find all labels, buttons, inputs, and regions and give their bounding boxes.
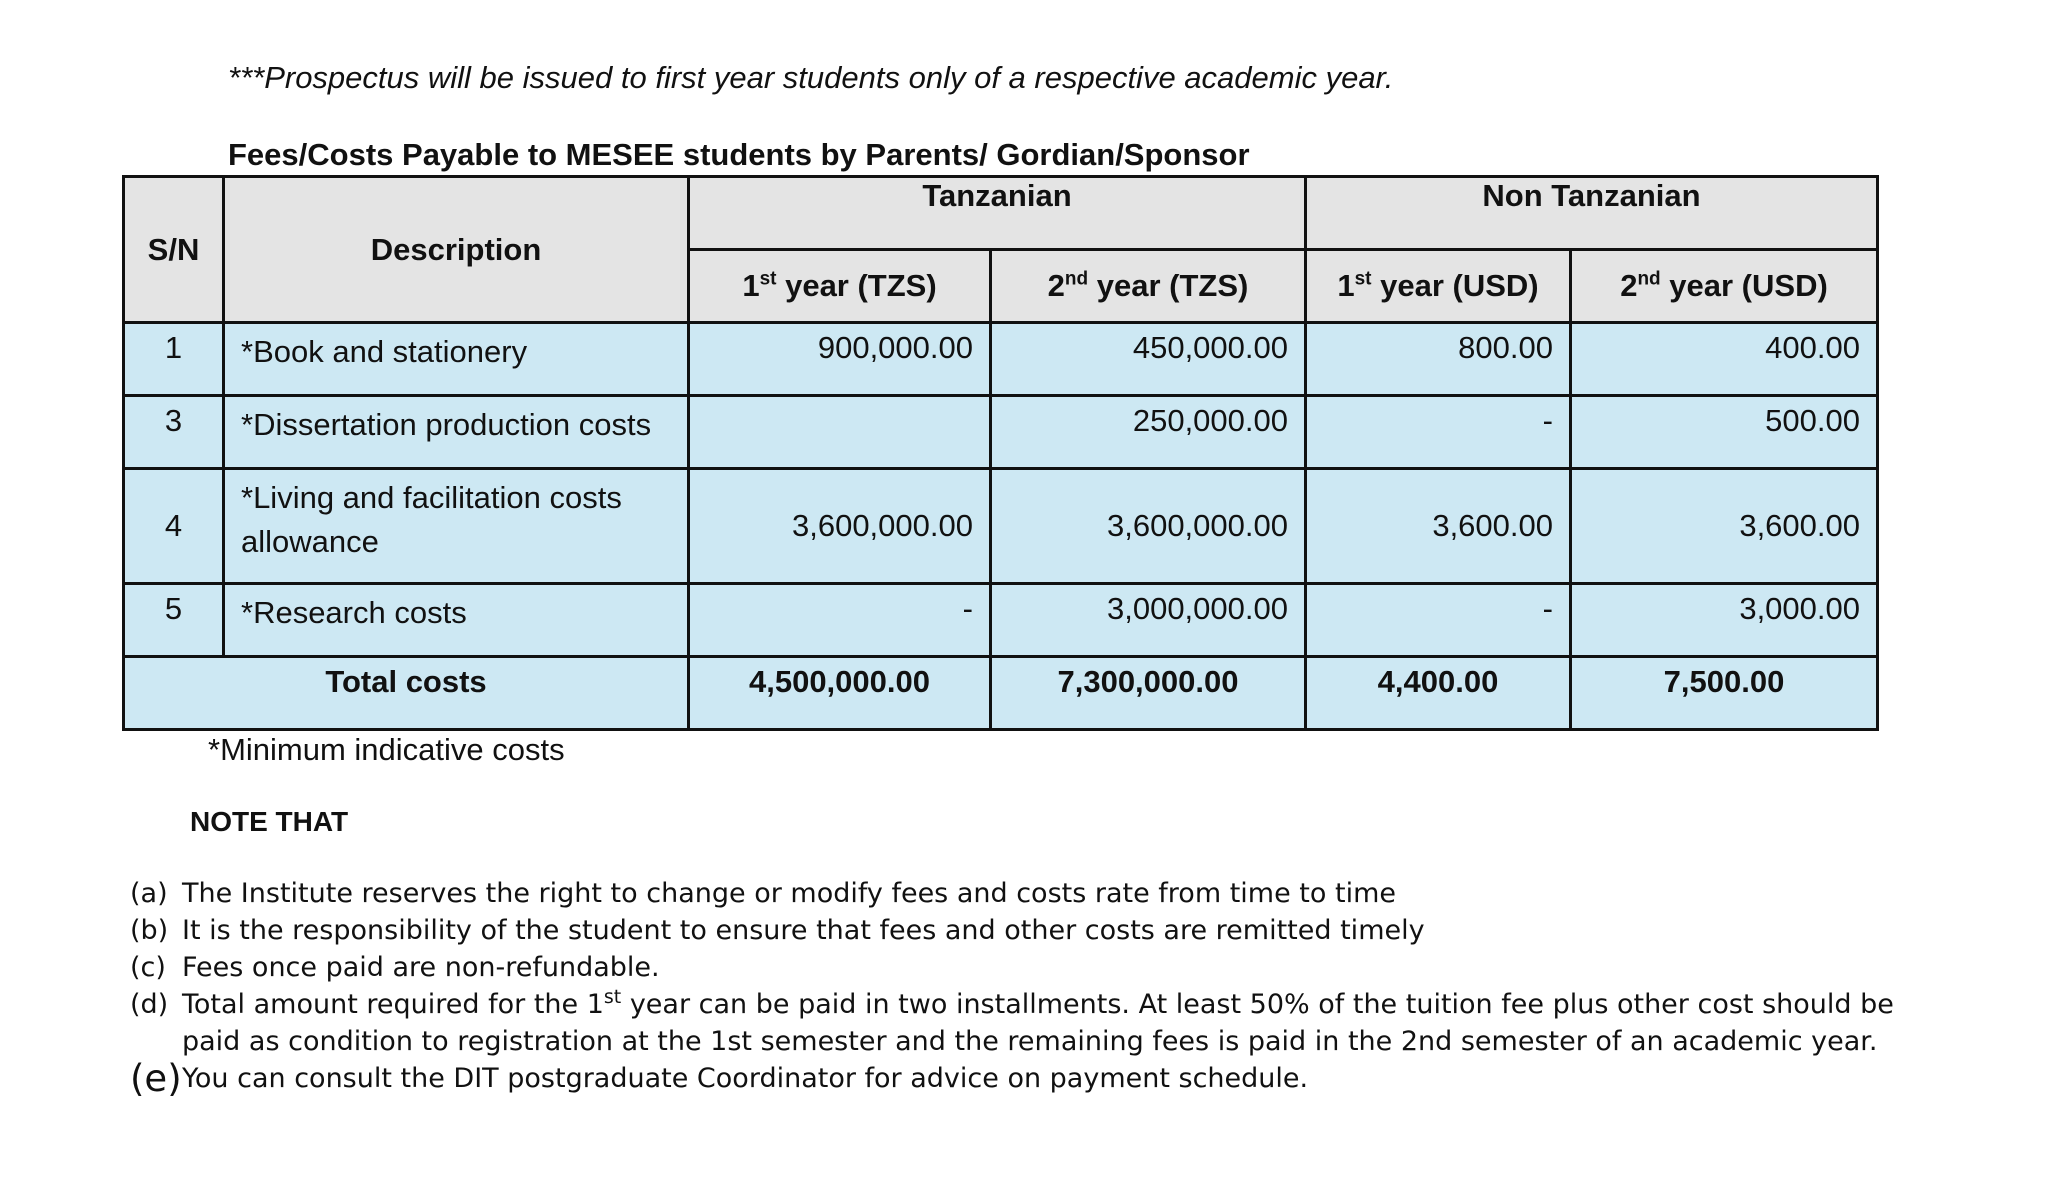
note-marker: (c): [130, 952, 166, 983]
note-heading: NOTE THAT: [190, 806, 349, 837]
table-row: [124, 396, 1878, 469]
note-text: You can consult the DIT postgraduate Coordinator for advice on payment schedule.: [182, 1063, 1309, 1094]
row-ntz-year1: -: [1306, 584, 1571, 657]
list-item: [130, 1057, 1950, 1100]
row-description: *Book and stationery: [224, 323, 689, 396]
note-marker: (e): [130, 1057, 182, 1100]
note-text: It is the responsibility of the student to ensure that fees and other costs are remitted timely: [182, 915, 1425, 946]
row-ntz-year2: 3,000.00: [1571, 584, 1878, 657]
fees-table: [122, 175, 1879, 731]
total-row: [124, 657, 1878, 730]
note-text: Fees once paid are non-refundable.: [182, 952, 660, 983]
header-ntz-year2: 2nd year (USD): [1571, 250, 1878, 323]
row-sn: 5: [124, 584, 224, 657]
table-row: [124, 584, 1878, 657]
header-description: Description: [224, 177, 689, 323]
list-item: [130, 986, 1950, 1060]
note-marker: (b): [130, 915, 169, 946]
row-tz-year2: 3,600,000.00: [991, 469, 1306, 584]
row-ntz-year2: 400.00: [1571, 323, 1878, 396]
table-title: Fees/Costs Payable to MESEE students by Parents/ Gordian/Sponsor: [228, 137, 1250, 172]
row-description: *Living and facilitation costs allowance: [224, 469, 689, 584]
header-sn: S/N: [124, 177, 224, 323]
minimum-costs-note: *Minimum indicative costs: [208, 732, 565, 767]
row-sn: 3: [124, 396, 224, 469]
header-non-tanzanian: Non Tanzanian: [1306, 177, 1878, 250]
note-text: Total amount required for the 1st year can be paid in two installments. At least 50% of the tuition fee plus other cost should be paid as condition to registration at the 1st semester and the remaining fees is paid in the 2nd semester of an academic year.: [182, 986, 1894, 1057]
row-tz-year1: [689, 396, 991, 469]
list-item: [130, 875, 1950, 912]
total-tz-year2: 7,300,000.00: [991, 657, 1306, 730]
note-marker: (d): [130, 989, 169, 1020]
row-tz-year2: 3,000,000.00: [991, 584, 1306, 657]
header-ntz-year1: 1st year (USD): [1306, 250, 1571, 323]
total-label: Total costs: [124, 657, 689, 730]
row-ntz-year2: 500.00: [1571, 396, 1878, 469]
header-tz-year1: 1st year (TZS): [689, 250, 991, 323]
row-sn: 4: [124, 469, 224, 584]
total-ntz-year1: 4,400.00: [1306, 657, 1571, 730]
table-header-row: [124, 177, 1878, 250]
row-ntz-year2: 3,600.00: [1571, 469, 1878, 584]
total-ntz-year2: 7,500.00: [1571, 657, 1878, 730]
row-sn: 1: [124, 323, 224, 396]
row-description: *Research costs: [224, 584, 689, 657]
header-tanzanian: Tanzanian: [689, 177, 1306, 250]
row-tz-year1: 900,000.00: [689, 323, 991, 396]
note-marker: (a): [130, 878, 168, 909]
list-item: [130, 949, 1950, 986]
notes-list: [130, 875, 1950, 1100]
total-tz-year1: 4,500,000.00: [689, 657, 991, 730]
row-ntz-year1: -: [1306, 396, 1571, 469]
table-row: [124, 323, 1878, 396]
row-ntz-year1: 3,600.00: [1306, 469, 1571, 584]
row-tz-year1: 3,600,000.00: [689, 469, 991, 584]
row-tz-year2: 250,000.00: [991, 396, 1306, 469]
header-tz-year2: 2nd year (TZS): [991, 250, 1306, 323]
note-text: The Institute reserves the right to change or modify fees and costs rate from time to time: [182, 878, 1396, 909]
row-description: *Dissertation production costs: [224, 396, 689, 469]
row-ntz-year1: 800.00: [1306, 323, 1571, 396]
row-tz-year1: -: [689, 584, 991, 657]
row-tz-year2: 450,000.00: [991, 323, 1306, 396]
list-item: [130, 912, 1950, 949]
table-row: [124, 469, 1878, 584]
prospectus-note: ***Prospectus will be issued to first year students only of a respective academic year.: [228, 60, 1394, 95]
